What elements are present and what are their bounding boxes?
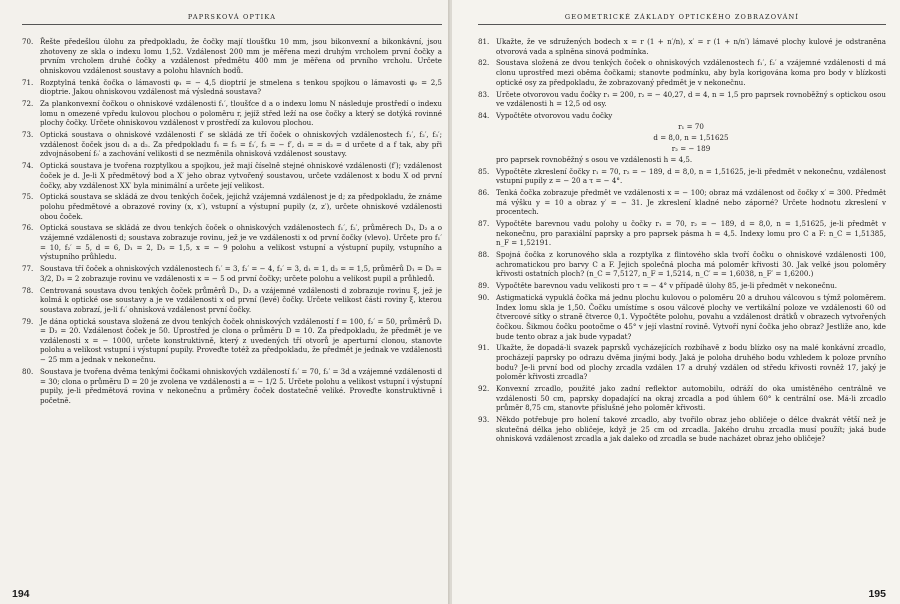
problem-number: 76. (22, 223, 34, 233)
problem-number: 89. (478, 281, 490, 291)
problem-number: 77. (22, 264, 34, 274)
page-number: 194 (12, 588, 30, 600)
problem-text-continuation: pro paprsek rovnoběžný s osou ve vzdálenosti h = 4,5. (496, 154, 693, 164)
problem-number: 78. (22, 285, 34, 295)
problem-item (22, 192, 442, 221)
problem-text: Optická soustava o ohniskové vzdálenosti f′ se skládá ze tří čoček o ohniskových vzdálenostech f₁′, f₂′, f₃′; vzdálenost čoček jsou d₁ a d₂. Za předpokladu f₁ = f₂ = f₃′, f₃ = − f′, d₁ = = d₂ = d určete d a f tak, aby při zdvojnásobení f₀′ a zachování velikosti d se nezměnila ohnisková vzdálenost soustavy. (40, 130, 442, 159)
problem-number: 84. (478, 111, 490, 121)
problem-number: 93. (478, 415, 490, 425)
running-header: GEOMETRICKÉ ZÁKLADY OPTICKÉHO ZOBRAZOVÁNÍ (478, 10, 886, 25)
problem-number: 91. (478, 343, 490, 353)
problem-text: Spojná čočka z korunového skla a rozptylka z flintového skla tvoří čočku o ohniskové vzdálenosti 100, achromatickou pro barvy C a F. Jejich společná plocha má poloměr křivosti 30. Jak velké jsou poloměry křivosti ostatních ploch? (n_C = 7,5127, n_F = 1,5214, n_C′ = = 1,6038, n_F′ = 1,6200.) (496, 250, 886, 279)
problem-list (22, 37, 442, 405)
problem-number: 87. (478, 219, 490, 229)
problem-number: 71. (22, 77, 34, 87)
problem-item (22, 78, 442, 97)
problem-number: 82. (478, 58, 490, 68)
problem-text: Rozptylná tenká čočka o lámavosti φ₁ = − 4,5 dioptrií je stmelena s tenkou spojkou o lámavosti φ₂ = 2,5 dioptrie. Jakou ohniskovou vzdálenost má výsledná soustava? (40, 77, 442, 97)
problem-item (478, 343, 886, 381)
problem-number: 80. (22, 366, 34, 376)
problem-item (478, 415, 886, 444)
problem-text: Konvexní zrcadlo, použité jako zadní reflektor automobilu, odráží do oka umístěného centrálně ve vzdálenosti 50 cm, paprsky dopadající na okraj zrcadla a pod úhlem 60° k centrální ose. Má-li zrcadlo průměr 8,75 cm, stanovte příslušné jeho poloměr křivosti. (496, 384, 886, 413)
equation: r₂ = − 189 (671, 143, 711, 153)
problem-item (478, 58, 886, 87)
problem-text: Optická soustava je tvořena rozptylkou a spojkou, jež mají číselně stejné ohniskové vzdálenosti (f′); vzdálenost čoček je d. Je-li X předmětový bod a X′ jeho obraz vytvořený soustavou, určete vzdálenost x bodu X od první čočky, aby vzdálenost XX′ byla minimální a určete její velikost. (40, 161, 442, 190)
problem-item (478, 281, 886, 291)
problem-text: Tenká čočka zobrazuje předmět ve vzdálenosti x = − 100; obraz má vzdálenost od čočky x′ = 300. Předmět má výšku y = 10 a obraz y′ = − 31. Je zkreslení kladné nebo záporné? Určete hodnotu zkreslení v procentech. (496, 188, 886, 217)
problem-number: 74. (22, 161, 34, 171)
problem-text: Za plankonvexní čočkou o ohniskové vzdálenosti f₁′, tloušťce d a o indexu lomu N následuje prostředí o indexu lomu n omezené vpředu kulovou plochou o poloměru r, jejíž střed leží na ose čočky a který se dotýká rovinné plochy čočky. Určete ohniskovou vzdálenost v prostředí za kulovou plochou. (40, 99, 442, 128)
problem-text: Astigmatická vypuklá čočka má jednu plochu kulovou o poloměru 20 a druhou válcovou s týmž poloměrem. Index lomu skla je 1,50. Čočku umístíme s osou válcové plochy ve vertikální poloze ve vzdálenosti 60 od čtvercové sítky o straně čtverce 0,1. Vypočtěte polohu, povahu a vzdálenost drátků v obrazech vytvořených čočkou. Šikmou čočku pootočme o 45° v její vlastní rovině. Vytvoří nyní čočka jeho obraz? Jestliže ano, kde bude tento obraz a jak bude vypadat? (496, 293, 886, 341)
problem-item (478, 167, 886, 186)
problem-item (22, 286, 442, 315)
problem-number: 88. (478, 250, 490, 260)
problem-item (22, 161, 442, 190)
problem-text: Vypočtěte otvorovou vadu čočky (496, 111, 613, 121)
equation: r₁ = 70 (678, 121, 704, 131)
equation: d = 8,0, n = 1,51625 (653, 132, 729, 142)
problem-item (22, 130, 442, 159)
right-page (452, 0, 900, 604)
problem-number: 70. (22, 37, 34, 46)
problem-number: 73. (22, 130, 34, 140)
problem-item (22, 223, 442, 261)
problem-number: 92. (478, 384, 490, 394)
problem-item (22, 264, 442, 283)
problem-number: 72. (22, 99, 34, 109)
problem-text: Určete otvorovou vadu čočky r₁ = 200, r₂ = − 40,27, d = 4, n = 1,5 pro paprsek rovnoběžný s optickou osou ve vzdálenosti h = 12,5 od osy. (496, 89, 886, 109)
problem-number: 86. (478, 188, 490, 198)
problem-item (22, 367, 442, 405)
problem-text: Vypočtěte barevnou vadu velikosti pro τ = − 4° v případě úlohy 85, je-li předmět v nekonečnu. (496, 281, 838, 291)
problem-text: Optická soustava se skládá ze dvou tenkých čoček o ohniskových vzdálenostech f₁′, f₂′, průměrech D₁, D₂ a o vzájemné vzdálenosti d; soustava zobrazuje rovinu, jež je ve vzdálenosti x od první čočky (vlevo). Určete pro f₁′ = 10, f₂′ = 5, d = 6, D₁ = 2, D₂ = 1,5, x = − 9 polohu a velikost vstupní a výstupní pupily, vstupního a výstupního průhledu. (40, 223, 442, 262)
problem-text: Vypočtěte zkreslení čočky r₁ = 70, r₂ = − 189, d = 8,0, n = 1,51625, je-li předmět v nekonečnu, vzdálenost vstupní pupily z = − 20 a τ = − 4°. (496, 166, 886, 186)
running-header: PAPRSKOVÁ OPTIKA (22, 10, 442, 25)
problem-text: Řešte předešlou úlohu za předpokladu, že čočky mají tloušťku 10 mm, jsou bikonvexní a bikonkávní, jsou zhotoveny ze skla o indexu lomu 1,52. Vzdálenost 200 mm je měřena mezi druhým vrcholem první čočky a prvním vrcholem druhé čočky a vzdálenost předmětu 400 mm je měřena od prvního vrcholu. Určete ohniskovou vzdálenost soustavy a polohu hlavních bodů. (40, 37, 442, 75)
problem-item (478, 37, 886, 56)
problem-text: Ukažte, že dopadá-li svazek paprsků vycházejících rozbíhavě z bodu blízko osy na malé konkávní zrcadlo, procházejí paprsky po odrazu dvěma jinými body. Jaká je poloha druhého bodu vzhledem k poloze prvního bodu? Je-li první bod od plochy zrcadla vzdálen 17 a druhý vzdálen od středu křivosti rovněž 17, jaký je poloměr křivosti zrcadla? (496, 343, 886, 382)
problem-number: 79. (22, 316, 34, 326)
problem-item (478, 384, 886, 413)
problem-text: Někdo potřebuje pro holení takové zrcadlo, aby tvořilo obraz jeho obličeje o délce dvakrát větší než je skutečná délka jeho obličeje, když je 25 cm od zrcadla. Jakého druhu zrcadla musí použít; jaká bude ohnisková vzdálenost zrcadla a jak daleko od zrcadla se bude nacházet obraz jeho obličeje? (496, 415, 886, 444)
problem-list (478, 37, 886, 444)
problem-item (478, 250, 886, 279)
problem-text: Soustava složená ze dvou tenkých čoček o ohniskových vzdálenostech f₁′, f₂′ a vzájemné vzdálenosti d má clonu uprostřed mezi oběma čočkami; stanovte podmínku, aby byla korigována koma pro body v blízkosti optické osy za předpokladu, že zobrazovaný předmět je v nekonečnu. (496, 58, 886, 87)
problem-number: 75. (22, 192, 34, 202)
problem-text: Vypočtěte barevnou vadu polohy u čočky r₁ = 70, r₂ = − 189, d = 8,0, n = 1,51625, je-li předmět v nekonečnu, pro paraxiální paprsky a pro paprsek pásma h = 4,5. Indexy lomu pro C a F: n_C = 1,51385, n_F = 1,52191. (496, 219, 886, 248)
problem-item (478, 188, 886, 217)
problem-number: 83. (478, 89, 490, 99)
page-number: 195 (868, 588, 886, 600)
problem-text: Ukažte, že ve sdružených bodech x = r (1 + n′/n), x′ = r (1 + n/n′) lámavé plochy kulové je odstraněna otvorová vada a splněna sinová podmínka. (496, 37, 886, 56)
problem-item (478, 90, 886, 109)
problem-number: 90. (478, 293, 490, 303)
problem-text: Soustava tří čoček a ohniskových vzdálenostech f₁′ = 3, f₂′ = − 4, f₃′ = 3, d₁ = 1, d₂ = = 1,5, průměrů D₁ = D₂ = 3/2, D₃ = 2 zobrazuje rovinu ve vzdálenosti x = − 5 od první čočky; určete polohu a velikost pupil a průhledů. (40, 264, 442, 283)
problem-item (22, 317, 442, 365)
problem-item (22, 99, 442, 128)
problem-number: 85. (478, 166, 490, 176)
problem-text: Je dána optická soustava složená ze dvou tenkých čoček ohniskových vzdáleností f = 100, f₂′ = 50, průměrů D₁ = D₂ = 20. Vzdálenost čoček je 50. Uprostřed je clona o průměru D = 10. Za předpokladu, že předmět je ve vzdálenosti x = − 1000, určete konstruktivně, který z uvedených tří otvorů je aperturní clonou, stanovte polohu a velikost vstupní i výstupní pupily. Proveďte totéž za předpokladu, že předmět je jednak ve vzdálenosti − 25 mm a jednak v nekonečnu. (40, 316, 442, 365)
problem-text: Optická soustava se skládá ze dvou tenkých čoček, jejichž vzájemná vzdálenost je d; za předpokladu, že známe polohu předmětové a obrazové roviny (x, x′), vstupní a výstupní pupily (z, z′), určete ohniskové vzdálenosti obou čoček. (40, 192, 442, 221)
problem-number: 81. (478, 37, 490, 46)
problem-item (22, 37, 442, 75)
problem-item (478, 111, 886, 164)
problem-text: Soustava je tvořena dvěma tenkými čočkami ohniskových vzdáleností f₁′ = 70, f₂′ = 3d a vzájemné vzdálenosti d = 30; clona o průměru D = 20 je zvolena ve vzdálenosti a = − 1/2 5. Určete polohu a velikost vstupní i výstupní pupily, je-li předmětová rovina v nekonečnu a průměry čoček dostatečně veliké. Proveďte konstruktivně i početně. (40, 366, 442, 405)
problem-item (478, 219, 886, 248)
problem-item (478, 293, 886, 341)
problem-text: Centrovaná soustava dvou tenkých čoček průměrů D₁, D₂ a vzájemné vzdálenosti d zobrazuje rovinu ξ, jež je kolmá k optické ose soustavy a je ve vzdálenosti x od první (levé) čočky. Určete velikost části roviny ξ, kterou soustava zobrazí, je-li f₁′ ohnisková vzdálenost první čočky. (40, 285, 442, 314)
